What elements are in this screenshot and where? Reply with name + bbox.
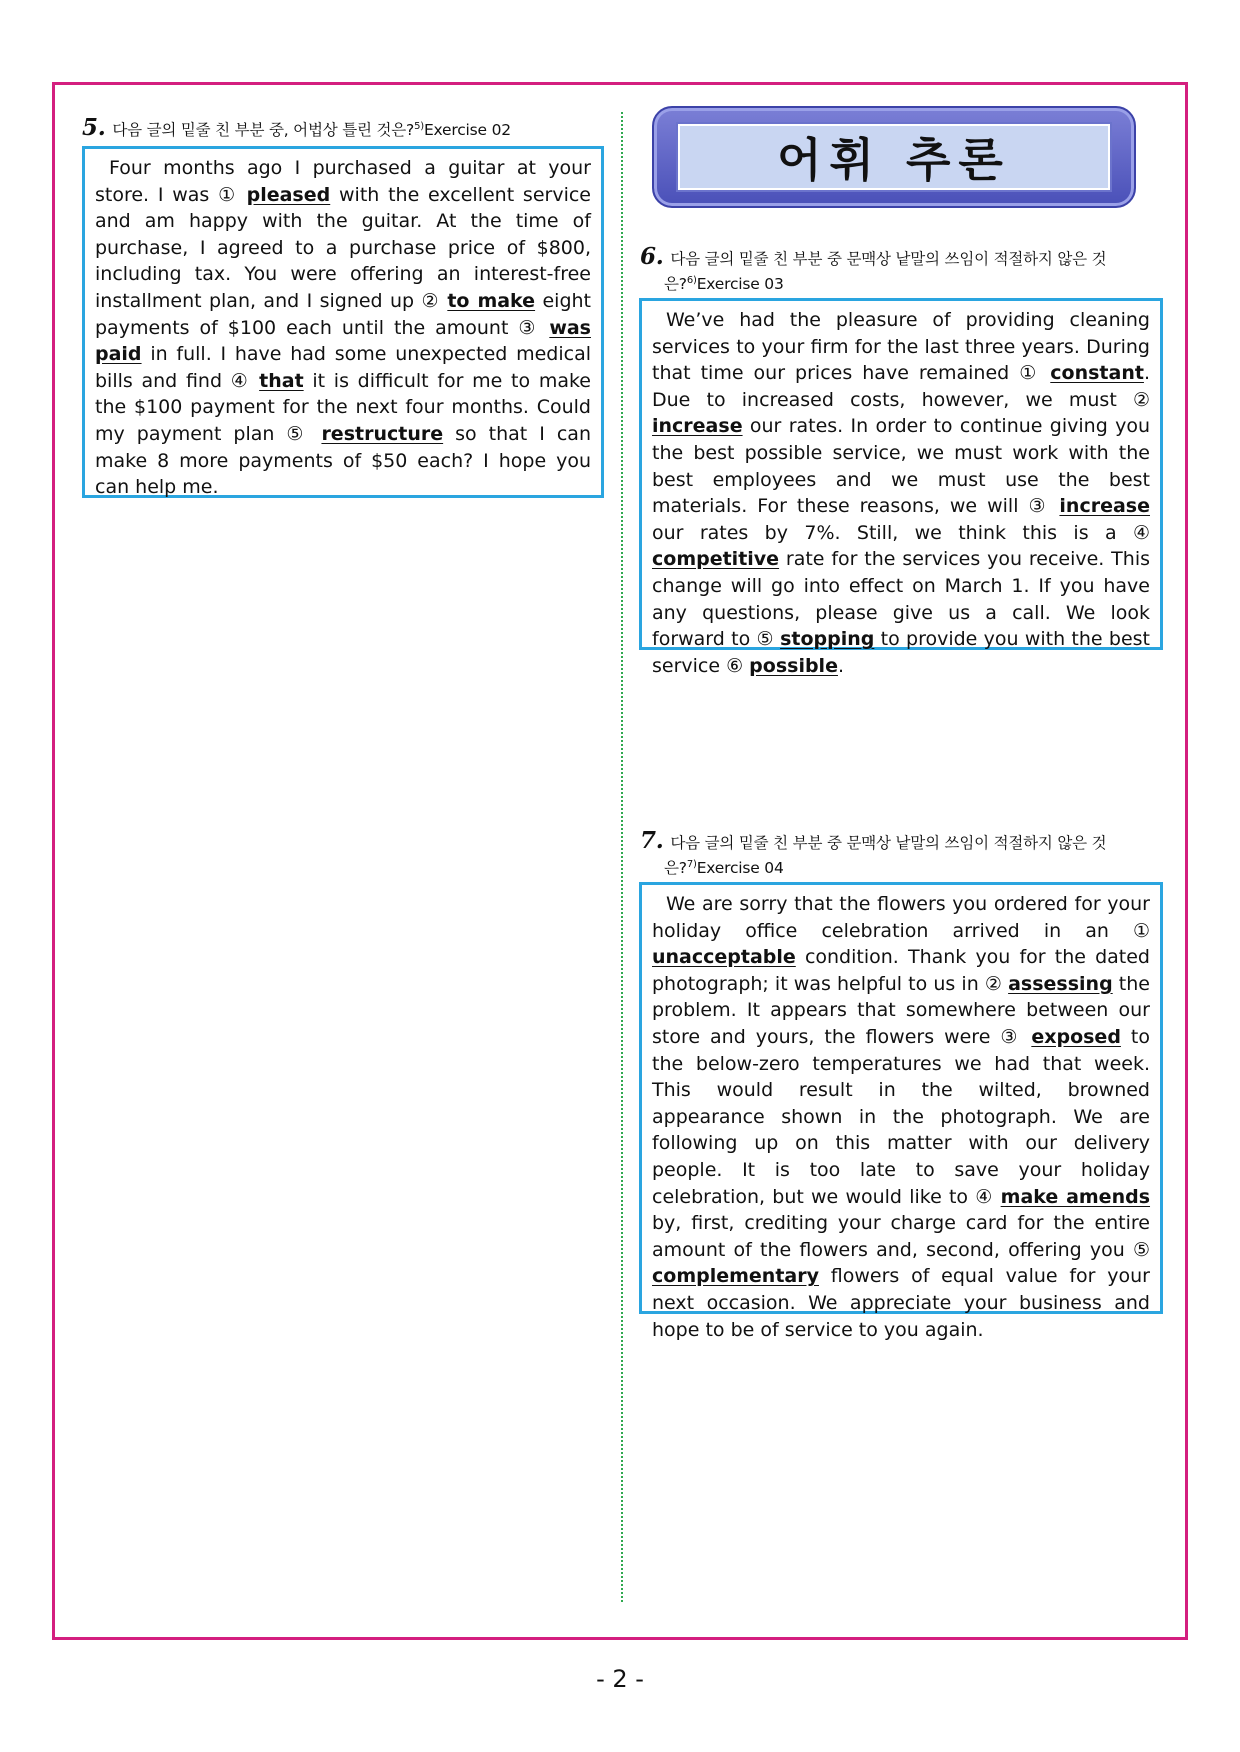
question-7-number: 7. [640,827,664,854]
passage-text: flowers of equal value for your next occasion. We appreciate your business and hope to be of service to you again. [652,1265,1150,1341]
underlined-word: stopping [780,628,875,651]
question-7-text-cont: 은? [664,859,687,878]
underlined-word: to make [447,289,536,312]
underlined-word: that [259,369,304,392]
passage-text: it is difficult for me to make the $100 payment for the next four months. Could my payment plan ⑤ [95,369,591,445]
question-7-text: 다음 글의 밑줄 친 부분 중 문맥상 낱말의 쓰임이 적절하지 않은 것 [670,834,1107,852]
passage-text: . [837,654,845,677]
passage-text: with the excellent service and am happy with the guitar. At the time of purchase, I agreed to a purchase price of $800, including tax. You were offering an interest-free installment plan, and I signed up ② [95,183,591,312]
underlined-word: complementary [652,1265,819,1288]
underlined-word: increase [652,415,743,438]
passage-text: condition. Thank you for the dated photograph; it was helpful to us in ② [652,946,1150,995]
underlined-word: was paid [95,316,591,366]
question-6-text-cont: 은? [664,275,687,294]
passage-text: We are sorry that the flowers you ordered for your holiday office celebration arrived in an ① [652,893,1150,942]
question-5-passage [82,146,604,498]
passage-text: to the below-zero temperatures we had that week. This would result in the wilted, browned appearance shown in the photograph. We are following up on this matter with our delivery people. It is too late to save your holiday celebration, but we would like to ④ [652,1025,1150,1208]
question-7-passage [639,882,1163,1341]
question-7-source: Exercise 04 [696,859,784,878]
underlined-word: pleased [246,183,331,206]
question-7-footnote: 7) [686,859,697,870]
question-6-text: 다음 글의 밑줄 친 부분 중 문맥상 낱말의 쓰임이 적절하지 않은 것 [670,250,1107,268]
passage-text: Four months ago I purchased a guitar at your store. I was ① [95,157,591,206]
underlined-word: unacceptable [652,946,796,969]
passage-text: by, first, crediting your charge card for the entire amount of the flowers and, second, offering you ⑤ [652,1212,1150,1261]
question-5-text: 다음 글의 밑줄 친 부분 중, 어법상 틀린 것은? [112,121,415,140]
underlined-word: constant [1050,362,1144,385]
question-5-footnote: 5) [414,121,424,132]
passage-text: in full. I have had some unexpected medical bills and find ④ [95,343,591,392]
underlined-word: assessing [1008,972,1113,995]
passage-text: our rates by 7%. Still, we think this is a ④ [652,521,1150,544]
passage-text: our rates. In order to continue giving you the best possible service, we must work with the best employees and we must use the best materials. For these reasons, we will ③ [652,415,1150,518]
question-6-passage [639,298,1163,677]
passage-text: rate for the services you receive. This change will go into effect on March 1. If you have any questions, please give us a call. We look forward to ⑤ [652,548,1150,651]
section-banner [652,106,1136,208]
underlined-word: make amends [1000,1185,1151,1208]
passage-text: . Due to increased costs, however, we must ② [652,362,1150,411]
underlined-word: increase [1059,495,1150,518]
question-6-header [640,243,1160,295]
question-5-source: Exercise 02 [423,121,511,140]
passage-text: to provide you with the best service ⑥ [652,628,1150,677]
passage-text: the problem. It appears that somewhere between our store and yours, the flowers were ③ [652,972,1150,1048]
page-number: - 2 - [596,1665,644,1693]
question-5-number: 5. [82,114,106,142]
passage-text: so that I can make 8 more payments of $50 each? I hope you can help me. [95,422,591,499]
question-6-source: Exercise 03 [696,275,784,294]
column-divider [621,112,623,1602]
section-banner-inner [678,124,1110,190]
underlined-word: possible [749,654,838,677]
passage-text: We’ve had the pleasure of providing cleaning services to your firm for the last three years. During that time our prices have remained ① [652,309,1150,385]
question-7-header [640,827,1160,879]
underlined-word: restructure [321,422,444,445]
question-6-number: 6. [640,243,664,270]
underlined-word: exposed [1031,1025,1121,1048]
section-title: 어휘 추론 [777,133,1011,187]
underlined-word: competitive [652,548,780,571]
question-6-footnote: 6) [686,275,697,286]
passage-text: eight payments of $100 each until the amount ③ [95,289,592,339]
question-5-header [82,116,612,141]
